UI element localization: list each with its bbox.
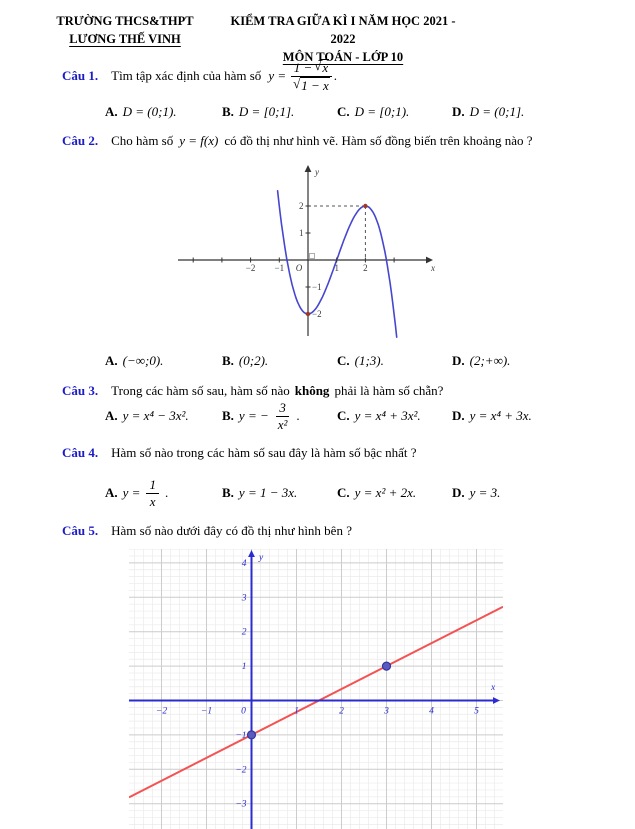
option-text: y = x⁴ − 3x². <box>122 408 189 423</box>
q2-option-d <box>452 350 510 372</box>
y-tick-label: −2 <box>235 765 247 776</box>
question-1-label: Câu 1. <box>62 68 99 83</box>
question-3-label: Câu 3. <box>62 383 99 398</box>
option-fraction <box>275 400 291 432</box>
x-axis-arrow <box>493 697 500 704</box>
fraction-denominator: x² <box>277 416 288 432</box>
y-tick-label: 1 <box>241 662 247 673</box>
exam-title-line2: MÔN TOÁN - LỚP 10 <box>282 50 404 64</box>
linear-function-graph <box>129 549 503 829</box>
school-block <box>40 12 210 48</box>
question-2-text-pre: Cho hàm số <box>111 133 174 148</box>
question-1 <box>62 55 337 97</box>
y-tick-label: 4 <box>241 558 247 569</box>
option-math-pre: y = − <box>238 408 269 423</box>
x-tick-label: −1 <box>274 263 285 273</box>
radicand: √ x <box>322 59 329 75</box>
x-tick-label: 3 <box>384 706 389 717</box>
q3-option-a <box>105 397 189 435</box>
fraction-numerator <box>291 59 332 77</box>
q4-option-a <box>105 473 168 513</box>
origin-label: O <box>295 263 303 273</box>
x-tick-label: 4 <box>429 706 434 717</box>
question-3-text-bold: không <box>294 383 330 398</box>
q2-graph-figure <box>176 160 438 346</box>
q3-option-b <box>222 397 300 435</box>
school-name-line1: TRƯỜNG THCS&THPT <box>56 14 194 28</box>
sqrt-1-minus-x <box>293 77 330 94</box>
y-axis-label: y <box>315 167 319 177</box>
x-tick-label: −2 <box>245 263 256 273</box>
option-text: (−∞;0). <box>122 353 164 368</box>
option-key: A. <box>105 408 118 423</box>
question-4-text: Hàm số nào trong các hàm số sau đây là hàm số bậc nhất ? <box>111 445 417 460</box>
option-key: B. <box>222 485 234 500</box>
q1-option-c <box>337 100 409 124</box>
question-1-fraction <box>290 59 333 93</box>
option-key: A. <box>105 353 118 368</box>
option-text: (0;2). <box>238 353 269 368</box>
x-axis-label: x <box>491 683 496 693</box>
q5-graph-figure <box>129 549 503 829</box>
fraction-denominator: x <box>149 493 156 509</box>
cubic-function-graph <box>176 160 438 346</box>
line-path <box>129 607 503 798</box>
question-5-label: Câu 5. <box>62 523 99 538</box>
q4-option-c <box>337 473 416 513</box>
option-text: D = (0;1). <box>122 104 177 119</box>
q2-option-c <box>337 350 384 372</box>
question-5 <box>62 523 352 539</box>
option-key: B. <box>222 104 234 119</box>
question-1-text: Tìm tập xác định của hàm số <box>111 68 262 83</box>
x-tick-label: 0 <box>241 706 246 717</box>
y-axis-label: y <box>259 553 264 563</box>
q4-options-row <box>0 473 635 513</box>
option-key: B. <box>222 408 234 423</box>
x-tick-label: −2 <box>155 706 168 717</box>
y-tick-label: −1 <box>312 282 322 292</box>
q1-option-b <box>222 100 294 124</box>
q3-option-d <box>452 397 532 435</box>
y-axis-arrow <box>248 550 255 557</box>
y-tick-label: 3 <box>241 593 247 604</box>
option-text: (1;3). <box>354 353 384 368</box>
option-key: D. <box>452 104 465 119</box>
option-text: D = (0;1]. <box>469 104 525 119</box>
question-4-label: Câu 4. <box>62 445 99 460</box>
option-key: C. <box>337 353 350 368</box>
fraction-numerator: 1 <box>146 477 159 494</box>
q4-option-b <box>222 473 297 513</box>
option-text: y = 1 − 3x. <box>238 485 298 500</box>
option-text: y = x⁴ + 3x². <box>354 408 421 423</box>
option-key: C. <box>337 104 350 119</box>
q1-option-d <box>452 100 524 124</box>
option-text: y = 3. <box>469 485 501 500</box>
q2-option-a <box>105 350 163 372</box>
question-2-text-post: có đồ thị như hình vẽ. Hàm số đồng biến trên khoảng nào ? <box>224 133 533 148</box>
option-text: D = [0;1]. <box>238 104 295 119</box>
option-text: D = [0;1). <box>354 104 410 119</box>
option-key: D. <box>452 408 465 423</box>
exam-title-line1: KIỂM TRA GIỮA KÌ I NĂM HỌC 2021 - 2022 <box>230 14 456 46</box>
option-text: y = x² + 2x. <box>354 485 417 500</box>
y-tick-label: −1 <box>235 730 247 741</box>
option-key: A. <box>105 485 118 500</box>
school-name-line2: LƯƠNG THẾ VINH <box>69 32 181 46</box>
q1-option-a <box>105 100 177 124</box>
y-tick-label: 2 <box>299 201 304 211</box>
y-tick-label: −2 <box>312 309 322 319</box>
x-tick-label: 2 <box>363 263 368 273</box>
x-tick-label: 2 <box>339 706 344 717</box>
option-key: A. <box>105 104 118 119</box>
question-3-text-post: phải là hàm số chẵn? <box>334 383 444 398</box>
option-math-post: . <box>164 485 169 500</box>
y-tick-label: −3 <box>235 799 247 810</box>
option-key: C. <box>337 408 350 423</box>
option-key: D. <box>452 353 465 368</box>
question-4 <box>62 445 417 461</box>
question-2-label: Câu 2. <box>62 133 99 148</box>
x-tick-label: −1 <box>200 706 213 717</box>
q2-option-b <box>222 350 268 372</box>
y-tick-label: 1 <box>299 228 304 238</box>
q4-option-d <box>452 473 500 513</box>
y-axis-arrow <box>305 165 312 172</box>
question-5-text: Hàm số nào dưới đây có đồ thị như hình bên ? <box>111 523 352 538</box>
fraction-denominator <box>290 77 333 94</box>
q2-options-row <box>0 350 635 372</box>
option-text: (2;+∞). <box>469 353 511 368</box>
option-text: y = x⁴ + 3x. <box>469 408 532 423</box>
radicand: √ 1 − x <box>301 77 329 93</box>
data-point <box>306 312 310 316</box>
option-key: C. <box>337 485 350 500</box>
question-1-math-lead: y = <box>268 68 287 83</box>
origin-square-mark <box>310 254 315 259</box>
sqrt-x <box>314 59 329 76</box>
option-math-pre: y = <box>122 485 141 500</box>
x-tick-label: 5 <box>474 706 479 717</box>
option-math-post: . <box>296 408 300 423</box>
data-point <box>363 204 367 208</box>
question-2 <box>62 133 533 149</box>
data-point <box>248 731 256 739</box>
option-key: B. <box>222 353 234 368</box>
option-fraction <box>146 477 159 509</box>
y-tick-label: 2 <box>241 627 247 638</box>
x-tick-label: 1 <box>334 263 339 273</box>
q1-options-row <box>0 100 635 124</box>
question-1-math-tail: . <box>333 68 338 83</box>
q3-option-c <box>337 397 421 435</box>
q3-options-row <box>0 397 635 435</box>
x-axis-label: x <box>431 263 435 273</box>
x-tick-label: 1 <box>294 706 299 717</box>
fraction-numerator: 3 <box>276 400 289 417</box>
question-3-text-pre: Trong các hàm số sau, hàm số nào <box>111 383 290 398</box>
question-2-math: y = f(x) <box>179 133 219 148</box>
option-key: D. <box>452 485 465 500</box>
data-point <box>383 662 391 670</box>
numerator-prefix: 1 − <box>293 59 313 75</box>
